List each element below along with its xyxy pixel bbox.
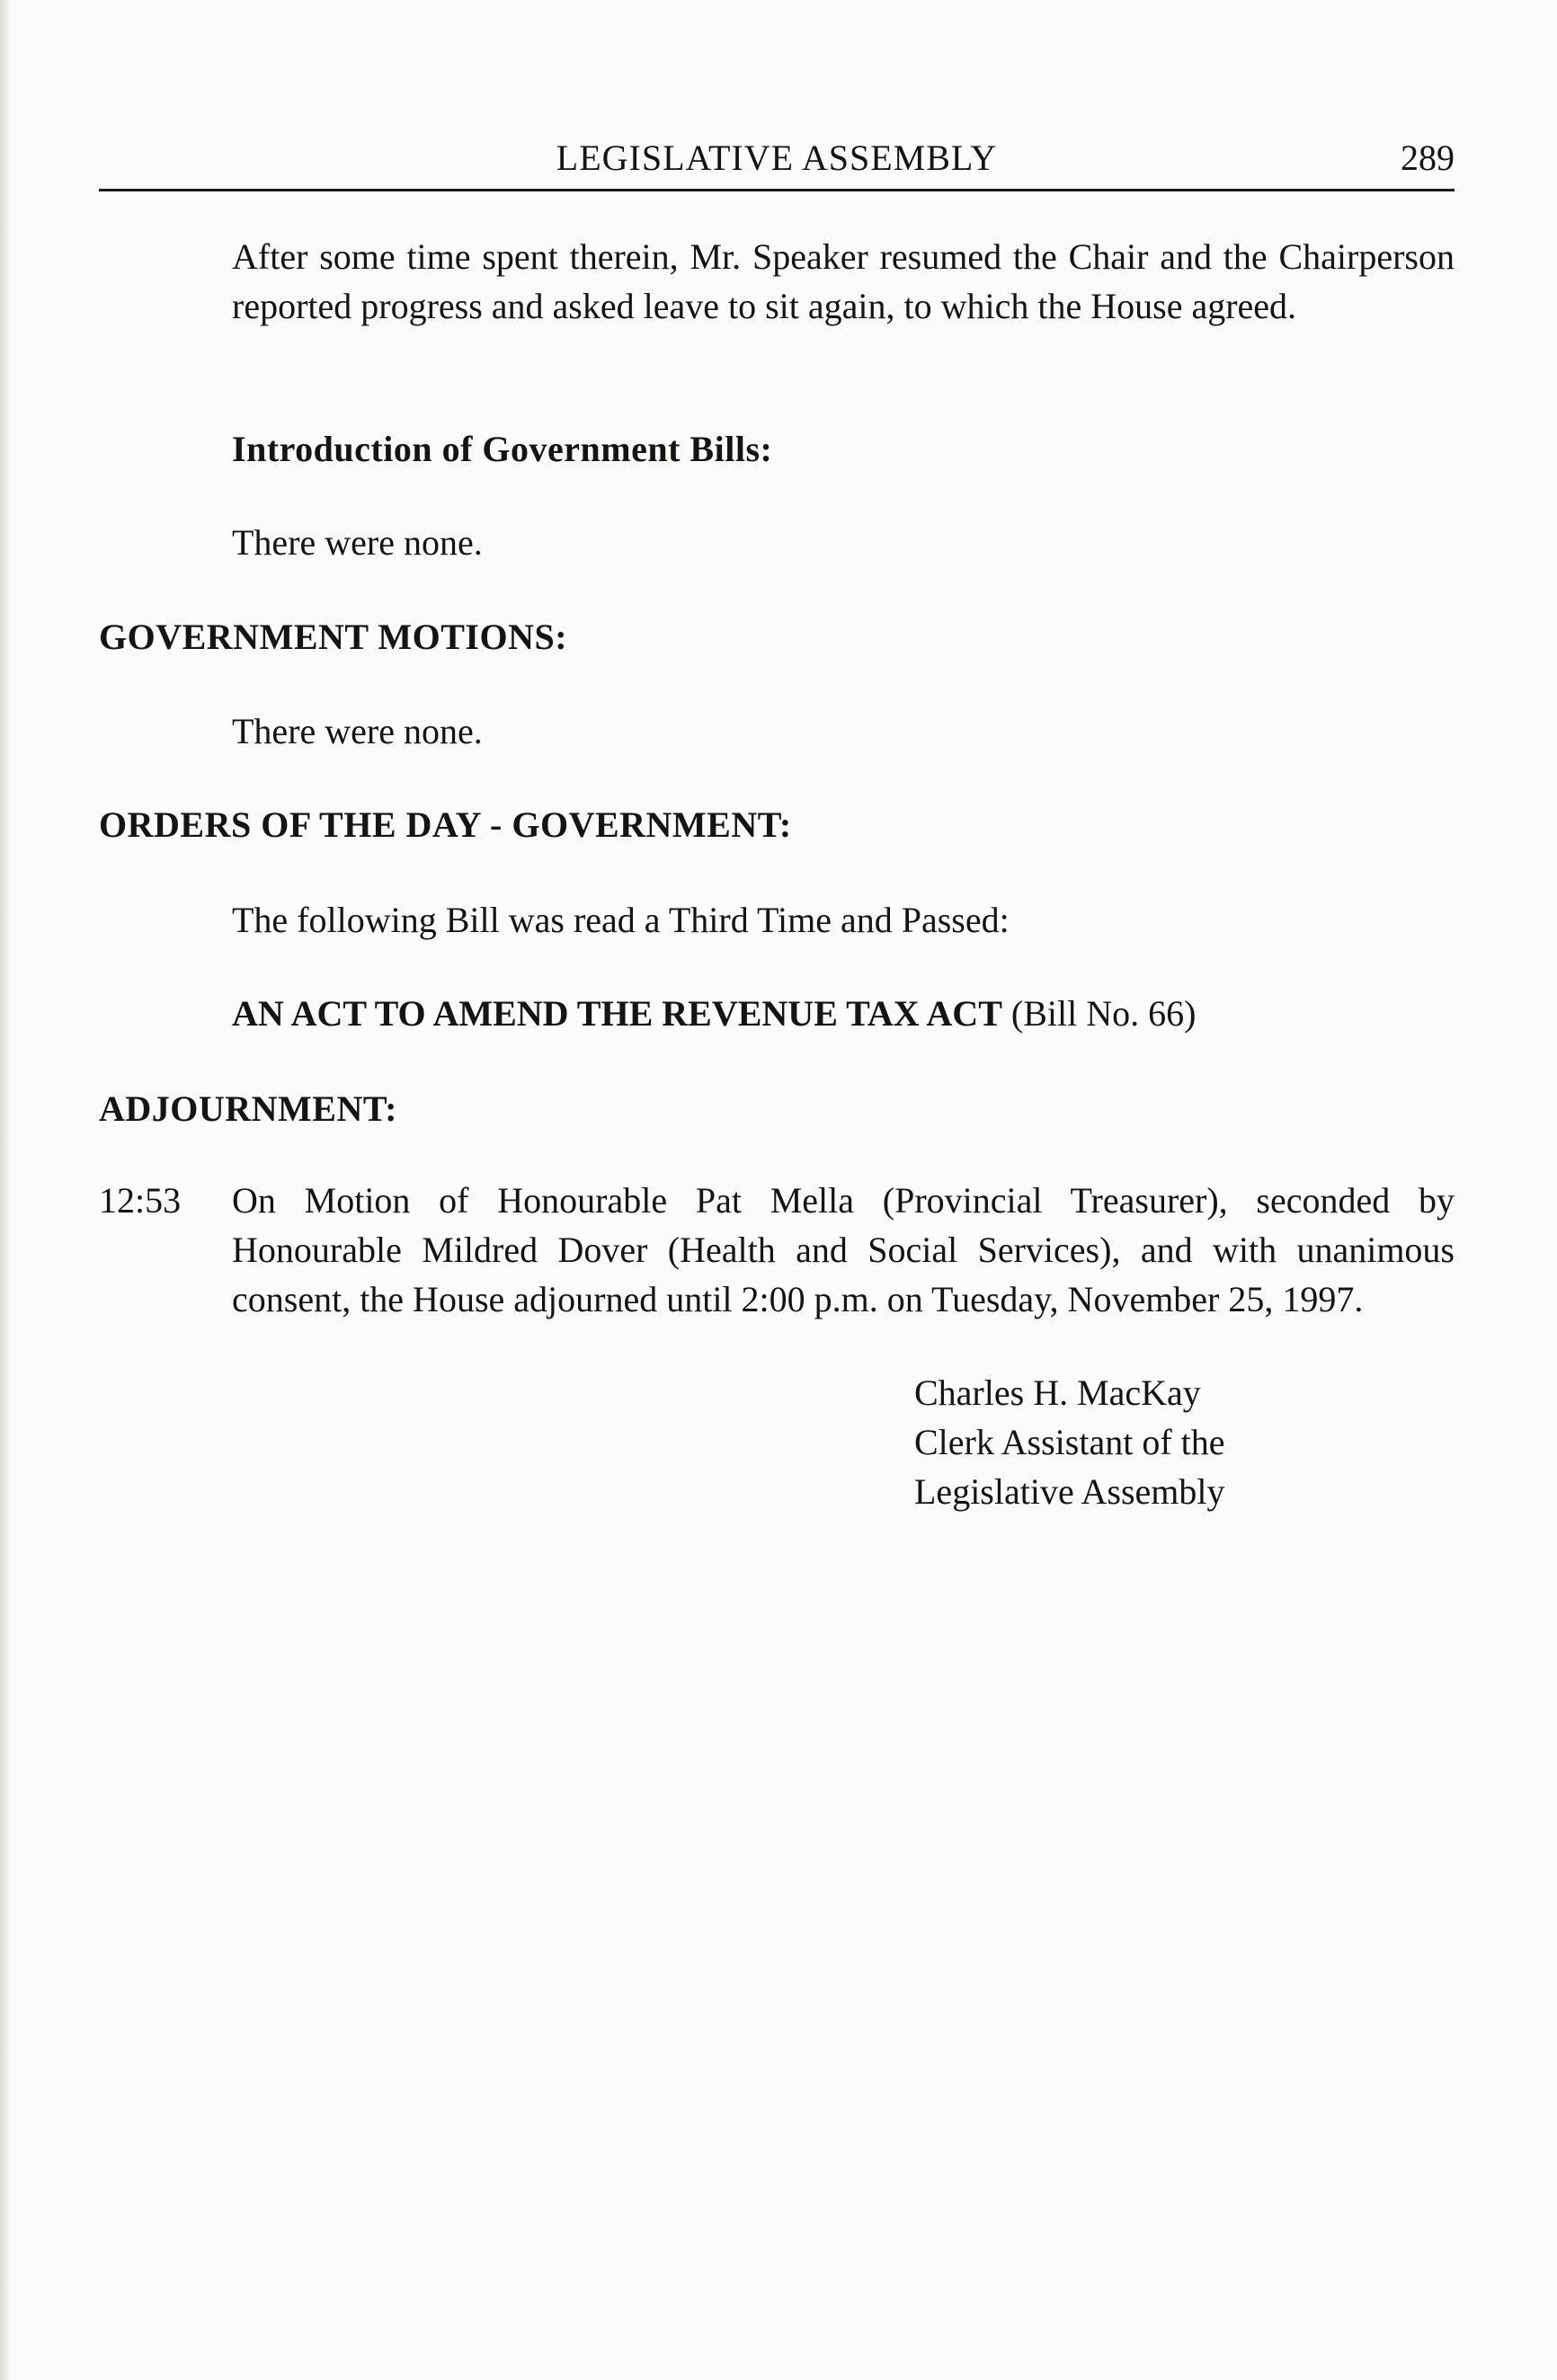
adjournment-heading: ADJOURNMENT: [99, 1088, 397, 1129]
adjournment-paragraph: On Motion of Honourable Pat Mella (Provincial Treasurer), seconded by Honourable Mildred Dover (Health and Social Services), and with unanimous consent, the House adjourned until 2:00 p.m. on Tuesday, November 25, 1997. [232, 1180, 1455, 1319]
signature-title-line1: Clerk Assistant of the [914, 1422, 1225, 1462]
bill-number: (Bill No. 66) [1001, 993, 1197, 1034]
orders-of-day-heading: ORDERS OF THE DAY - GOVERNMENT: [99, 804, 792, 845]
bill-line [232, 989, 1196, 1038]
bill-read-text: The following Bill was read a Third Time and Passed: [232, 900, 1010, 940]
running-header [99, 133, 1455, 189]
bill-title: AN ACT TO AMEND THE REVENUE TAX ACT [232, 993, 1002, 1034]
signature-title-line2: Legislative Assembly [914, 1471, 1225, 1512]
committee-progress-paragraph: After some time spent therein, Mr. Speaker resumed the Chair and the Chairperson reported progress and asked leave to sit again, to which the House agreed. [232, 236, 1455, 326]
signature-name: Charles H. MacKay [914, 1372, 1201, 1413]
introduction-bills-heading: Introduction of Government Bills: [232, 429, 773, 469]
motions-none-text: There were none. [232, 711, 483, 751]
bills-none-text: There were none. [232, 522, 483, 563]
running-title: LEGISLATIVE ASSEMBLY [556, 138, 998, 178]
header-rule [99, 189, 1455, 191]
signature-block [914, 1368, 1225, 1516]
government-motions-heading: GOVERNMENT MOTIONS: [99, 617, 568, 657]
page-number: 289 [1401, 138, 1455, 178]
adjournment-time: 12:53 [99, 1180, 182, 1221]
